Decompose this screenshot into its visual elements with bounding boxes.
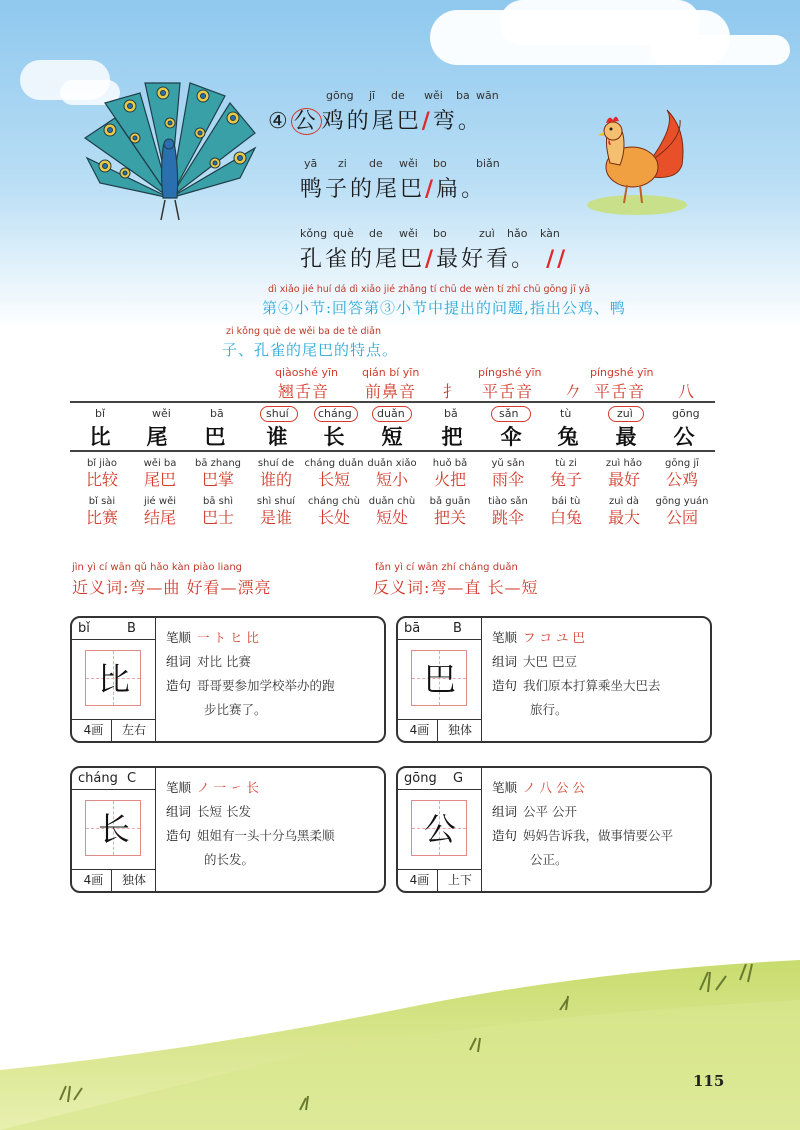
poem-pinyin: zi <box>338 157 347 170</box>
character-card <box>70 766 386 893</box>
word-pinyin: gōng yuán <box>655 496 709 507</box>
words-row <box>492 800 707 824</box>
stroke-count: 4画 <box>402 870 438 891</box>
divider-line <box>70 401 715 403</box>
word-pinyin: bǐ jiào <box>86 458 118 469</box>
words-row <box>492 650 707 674</box>
stroke-order-row <box>166 776 381 800</box>
word-text: 公鸡 <box>665 470 698 489</box>
poem-pinyin: biǎn <box>476 157 500 170</box>
poem-pinyin: wěi <box>399 227 418 240</box>
card-footer <box>72 719 156 741</box>
sentence: 姐姐有一头十分乌黑柔顺 <box>197 828 335 843</box>
card-footer <box>398 719 482 741</box>
lesson-char: 伞 <box>500 424 522 449</box>
char-pinyin: gōng <box>672 407 700 420</box>
sentence-continued: 公正。 <box>530 852 568 867</box>
word-item <box>362 458 422 490</box>
lesson-char: 谁 <box>266 424 288 449</box>
card-right-panel <box>492 776 707 872</box>
word-item <box>72 458 132 490</box>
words: 长短 长发 <box>197 804 251 819</box>
sentence-label: 造句 <box>166 678 192 693</box>
card-letter: B <box>453 621 462 636</box>
word-item <box>594 458 654 490</box>
char-pinyin: wěi <box>152 407 171 420</box>
sentence-label: 造句 <box>166 828 192 843</box>
lesson-char: 公 <box>673 424 695 449</box>
antonyms-pinyin: fǎn yì cí wān zhí cháng duǎn <box>375 562 518 573</box>
stroke-order-label: 笔顺 <box>492 780 518 795</box>
lesson-char: 长 <box>323 424 345 449</box>
word-pinyin: bā zhang <box>194 458 242 469</box>
tian-grid <box>411 800 467 856</box>
word-item <box>420 458 480 490</box>
sentence-continued: 步比赛了。 <box>204 702 267 717</box>
word-item <box>246 458 306 490</box>
card-letter: B <box>127 621 136 636</box>
word-text: 是谁 <box>259 508 292 527</box>
stroke-order: フ コ ユ 巴 <box>523 630 585 645</box>
word-item <box>536 496 596 528</box>
pause-mark: / <box>421 108 433 134</box>
word-text: 结尾 <box>143 508 176 527</box>
word-text: 长处 <box>317 508 350 527</box>
poem-pinyin: de <box>391 89 405 102</box>
card-left-panel <box>72 768 156 891</box>
sound-pinyin: píngshé yīn <box>478 366 542 379</box>
card-pinyin: bǐ <box>78 621 90 636</box>
sentence-row <box>492 824 707 848</box>
pause-mark: / <box>425 246 437 272</box>
section-note-pinyin-1: dì xiǎo jié huí dá dì xiǎo jié zhǎng tí chū de wèn tí zhǐ chū gōng jī yā <box>268 284 591 295</box>
structure: 左右 <box>121 723 146 737</box>
char-pinyin: shuí <box>266 407 289 420</box>
grass-illustration <box>0 960 800 1130</box>
word-text: 长短 <box>317 470 350 489</box>
poem-pinyin: zuì <box>479 227 495 240</box>
stroke-count: 4画 <box>76 720 112 741</box>
word-pinyin: bǎ guān <box>429 496 471 507</box>
poem-text: 鸭子的尾巴 <box>300 177 426 202</box>
card-char: 公 <box>423 810 456 848</box>
sentence: 哥哥要参加学校举办的跑 <box>197 678 335 693</box>
poem-pinyin: hǎo <box>507 227 528 240</box>
word-text: 最好 <box>607 470 640 489</box>
stroke-order-label: 笔顺 <box>166 780 192 795</box>
stroke-order-row <box>492 776 707 800</box>
card-pinyin-row <box>398 768 482 790</box>
rooster-illustration <box>582 105 692 215</box>
poem-pinyin: wěi <box>399 157 418 170</box>
divider-line <box>70 450 715 452</box>
poem-pinyin: què <box>333 227 354 240</box>
stroke-order-row <box>492 626 707 650</box>
lesson-char: 比 <box>89 424 111 449</box>
sentence-cont <box>492 698 707 722</box>
sound-label: 翘舌音 <box>278 382 330 401</box>
word-pinyin: huǒ bǎ <box>432 458 468 469</box>
char-pinyin: sǎn <box>499 407 519 420</box>
stroke-hint: 𠂊 <box>565 382 583 401</box>
sound-pinyin: qián bí yīn <box>362 366 420 379</box>
poem-text-end: 最好看。 <box>436 247 537 272</box>
word-text: 巴掌 <box>201 470 234 489</box>
word-pinyin: tù zi <box>555 458 577 469</box>
card-left-panel <box>398 768 482 891</box>
card-letter: C <box>127 771 137 786</box>
tian-grid <box>85 650 141 706</box>
stop-mark: // <box>546 246 569 272</box>
poem-pinyin: kàn <box>540 227 560 240</box>
poem-line-2 <box>300 172 486 203</box>
word-item <box>362 496 422 528</box>
word-pinyin: tiào sǎn <box>488 496 528 507</box>
lesson-char: 把 <box>441 424 463 449</box>
word-text: 比较 <box>85 470 118 489</box>
poem-line-1 <box>268 104 483 135</box>
word-item <box>72 496 132 528</box>
word-text: 公园 <box>665 508 698 527</box>
word-item <box>652 458 712 490</box>
poem-pinyin: de <box>369 227 383 240</box>
structure: 上下 <box>447 873 472 887</box>
poem-pinyin: yā <box>304 157 318 170</box>
word-item <box>188 458 248 490</box>
word-item <box>478 496 538 528</box>
word-text: 雨伞 <box>491 470 524 489</box>
card-letter: G <box>453 771 464 786</box>
card-right-panel <box>166 776 381 872</box>
stroke-order-label: 笔顺 <box>166 630 192 645</box>
card-pinyin: cháng <box>78 771 118 786</box>
word-text: 火把 <box>433 470 466 489</box>
poem-pinyin: de <box>369 157 383 170</box>
word-item <box>130 496 190 528</box>
stanza-number: ④ <box>268 109 291 134</box>
sentence-row <box>166 824 381 848</box>
char-pinyin: duǎn <box>377 407 405 420</box>
sentence: 妈妈告诉我，做事情要公平 <box>523 828 674 843</box>
antonyms: 反义词:弯—直 长—短 <box>373 578 539 597</box>
sentence: 我们原本打算乘坐大巴去 <box>523 678 661 693</box>
lesson-char: 最 <box>615 424 637 449</box>
poem-pinyin: kǒng <box>300 227 328 240</box>
structure: 独体 <box>447 723 472 737</box>
page-number: 115 <box>693 1072 725 1090</box>
sound-label: 平舌音 <box>482 382 534 401</box>
word-pinyin: bā shì <box>203 496 233 507</box>
card-footer <box>398 869 482 891</box>
words: 对比 比赛 <box>197 654 251 669</box>
sentence-continued: 旅行。 <box>530 702 568 717</box>
word-pinyin: gōng jī <box>665 458 699 469</box>
word-item <box>246 496 306 528</box>
synonyms: 近义词:弯—曲 好看—漂亮 <box>72 578 272 597</box>
word-pinyin: zuì hǎo <box>605 458 643 469</box>
words-label: 组词 <box>492 804 518 819</box>
poem-line-3 <box>300 242 568 273</box>
word-text: 白兔 <box>549 508 582 527</box>
card-left-panel <box>398 618 482 741</box>
structure: 独体 <box>121 873 146 887</box>
cloud <box>650 35 790 65</box>
word-text: 短小 <box>375 470 408 489</box>
word-item <box>478 458 538 490</box>
stroke-order: ノ 八 公 公 <box>523 780 585 795</box>
words-row <box>166 650 381 674</box>
word-text: 跳伞 <box>491 508 524 527</box>
card-right-panel <box>492 626 707 722</box>
poem-pinyin: wěi <box>424 89 443 102</box>
card-char: 巴 <box>423 660 456 698</box>
word-text: 谁的 <box>259 470 292 489</box>
character-card <box>70 616 386 743</box>
sentence-continued: 的长发。 <box>204 852 255 867</box>
word-pinyin: jié wěi <box>144 496 176 507</box>
words-row <box>166 800 381 824</box>
word-item <box>536 458 596 490</box>
char-pinyin: cháng <box>318 407 352 420</box>
word-text: 短处 <box>375 508 408 527</box>
card-pinyin-row <box>72 618 156 640</box>
poem-pinyin: wān <box>476 89 499 102</box>
sentence-cont <box>492 848 707 872</box>
card-pinyin-row <box>398 618 482 640</box>
word-pinyin: duǎn chù <box>368 496 416 507</box>
stroke-hint: 八 <box>678 382 696 401</box>
lesson-char: 短 <box>381 424 403 449</box>
sentence-row <box>166 674 381 698</box>
sentence-cont <box>166 698 381 722</box>
sound-label: 平舌音 <box>594 382 646 401</box>
sentence-cont <box>166 848 381 872</box>
card-footer <box>72 869 156 891</box>
word-item <box>304 458 364 490</box>
sentence-label: 造句 <box>492 678 518 693</box>
stroke-order-label: 笔顺 <box>492 630 518 645</box>
word-item <box>304 496 364 528</box>
char-pinyin: zuì <box>617 407 633 420</box>
sound-label: 前鼻音 <box>365 382 417 401</box>
stroke-count: 4画 <box>76 870 112 891</box>
word-pinyin: cháng duǎn <box>304 458 364 469</box>
lesson-char: 兔 <box>557 424 579 449</box>
char-pinyin: bǎ <box>444 407 458 420</box>
word-text: 兔子 <box>549 470 582 489</box>
word-pinyin: cháng chù <box>307 496 360 507</box>
word-text: 把关 <box>433 508 466 527</box>
word-text: 尾巴 <box>143 470 176 489</box>
section-note-pinyin-2: zi kǒng què de wěi ba de tè diǎn <box>226 326 381 337</box>
lesson-char: 巴 <box>204 424 226 449</box>
poem-pinyin: jī <box>369 89 376 102</box>
word-pinyin: zuì dà <box>608 496 640 507</box>
card-left-panel <box>72 618 156 741</box>
section-note-line-1: 第④小节:回答第③小节中提出的问题,指出公鸡、鸭 <box>262 299 626 317</box>
poem-pinyin: bo <box>433 227 447 240</box>
poem-text-end: 扁。 <box>436 177 487 202</box>
pause-mark: / <box>425 176 437 202</box>
stroke-count: 4画 <box>402 720 438 741</box>
word-item <box>420 496 480 528</box>
word-pinyin: wěi ba <box>143 458 177 469</box>
poem-text: 鸡的尾巴 <box>321 109 422 134</box>
lesson-char: 尾 <box>146 424 168 449</box>
sentence-row <box>492 674 707 698</box>
word-item <box>188 496 248 528</box>
word-text: 最大 <box>607 508 640 527</box>
stroke-order: ノ 一 ㇀ 长 <box>197 780 259 795</box>
character-card <box>396 766 712 893</box>
poem-text-end: 弯。 <box>432 109 483 134</box>
card-char: 比 <box>97 660 130 698</box>
word-item <box>594 496 654 528</box>
word-text: 巴士 <box>201 508 234 527</box>
word-item <box>130 458 190 490</box>
tian-grid <box>85 800 141 856</box>
char-pinyin: bā <box>210 407 224 420</box>
char-pinyin: bǐ <box>95 407 106 420</box>
peacock-illustration <box>75 78 265 228</box>
card-char: 长 <box>97 810 130 848</box>
card-right-panel <box>166 626 381 722</box>
circled-char: 公 <box>291 108 322 135</box>
word-pinyin: bái tù <box>551 496 581 507</box>
sentence-label: 造句 <box>492 828 518 843</box>
word-pinyin: shì shuí <box>256 496 296 507</box>
word-pinyin: duǎn xiǎo <box>367 458 417 469</box>
poem-text: 孔雀的尾巴 <box>300 247 426 272</box>
card-pinyin-row <box>72 768 156 790</box>
words-label: 组词 <box>492 654 518 669</box>
word-pinyin: shuí de <box>257 458 295 469</box>
stroke-order-row <box>166 626 381 650</box>
word-pinyin: bǐ sài <box>88 496 116 507</box>
stroke-hint: 扌 <box>443 382 461 401</box>
section-note-line-2: 子、孔雀的尾巴的特点。 <box>222 341 399 359</box>
tian-grid <box>411 650 467 706</box>
word-text: 比赛 <box>85 508 118 527</box>
words-label: 组词 <box>166 654 192 669</box>
poem-pinyin: bo <box>433 157 447 170</box>
card-pinyin: gōng <box>404 771 437 786</box>
char-pinyin: tù <box>560 407 572 420</box>
words-label: 组词 <box>166 804 192 819</box>
character-card <box>396 616 712 743</box>
synonyms-pinyin: jìn yì cí wān qǔ hǎo kàn piào liang <box>72 562 243 573</box>
words: 大巴 巴豆 <box>523 654 577 669</box>
stroke-order: 一 ト ヒ 比 <box>197 630 259 645</box>
sound-pinyin: píngshé yīn <box>590 366 654 379</box>
card-pinyin: bā <box>404 621 421 636</box>
sound-pinyin: qiàoshé yīn <box>275 366 339 379</box>
word-item <box>652 496 712 528</box>
poem-pinyin: ba <box>456 89 470 102</box>
poem-pinyin: gōng <box>326 89 354 102</box>
words: 公平 公开 <box>523 804 577 819</box>
word-pinyin: yǔ sǎn <box>491 458 525 469</box>
